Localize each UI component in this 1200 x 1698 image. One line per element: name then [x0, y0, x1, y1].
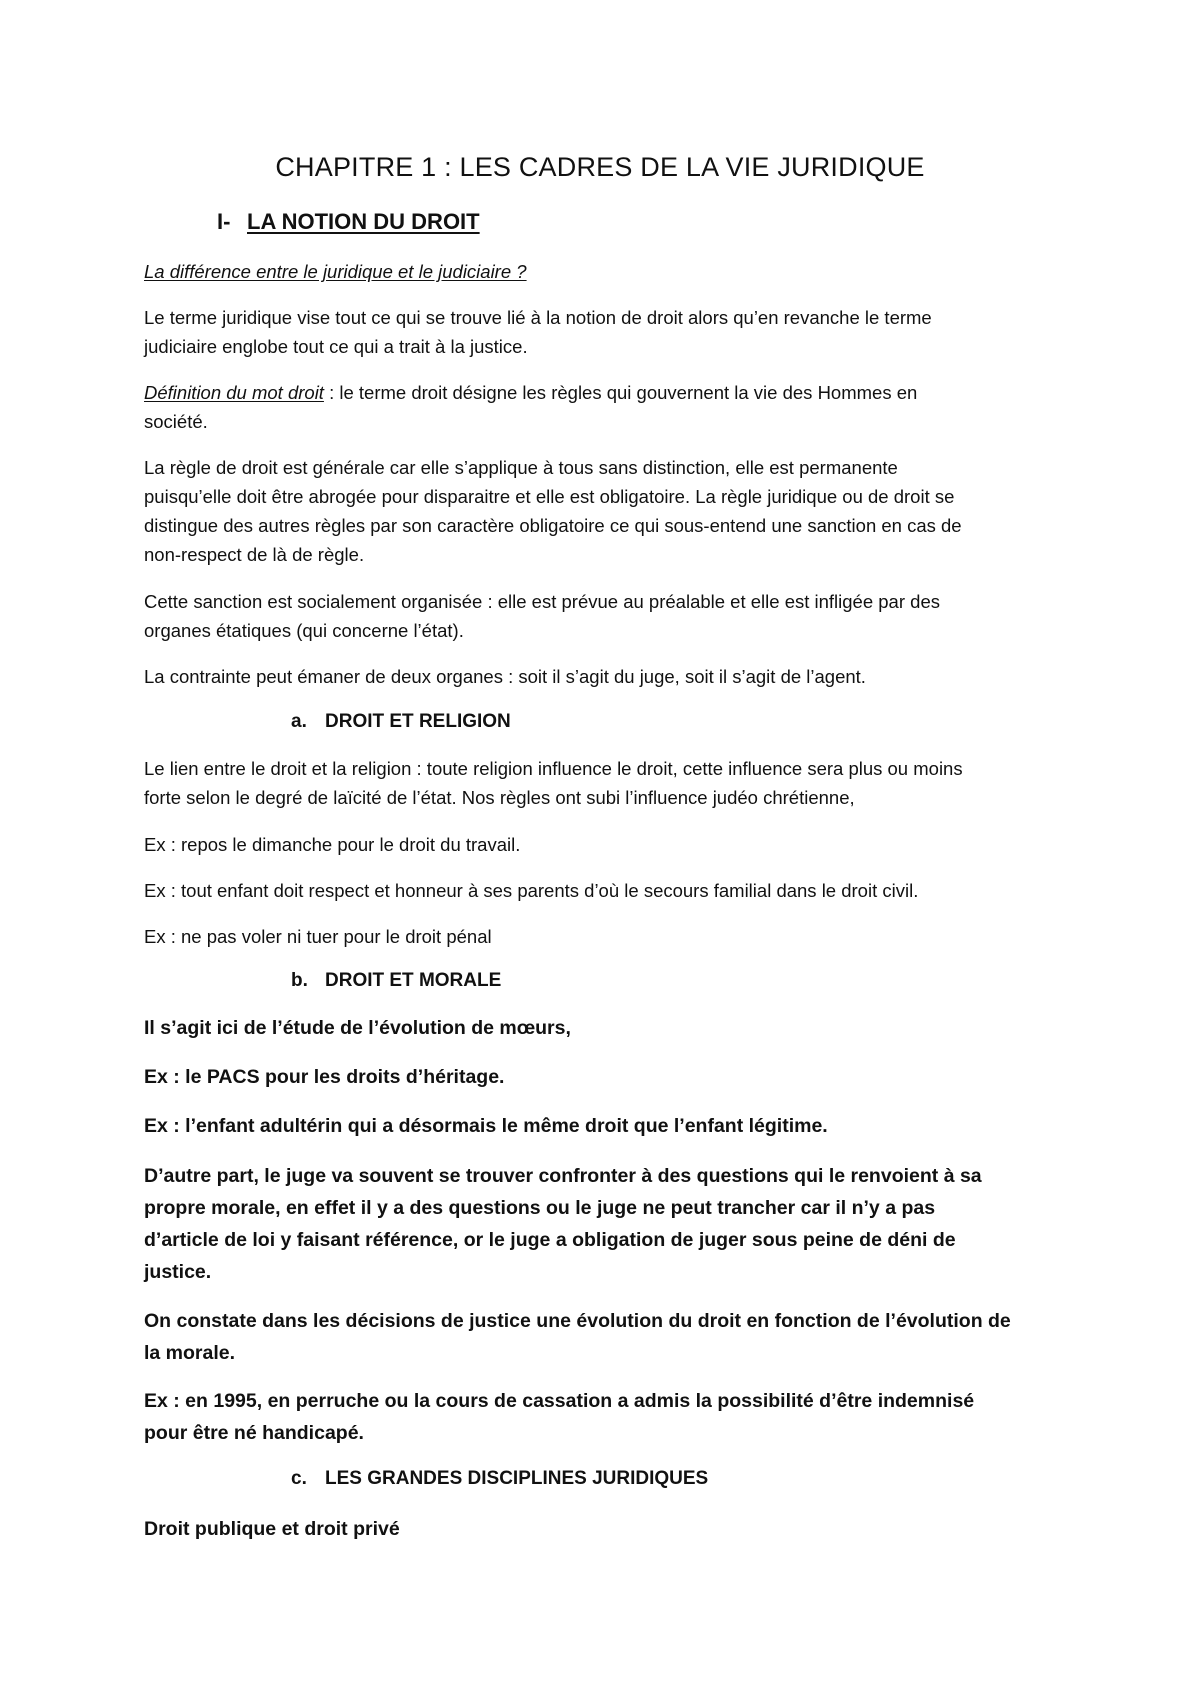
section-heading [217, 208, 480, 236]
paragraph-line: D’autre part, le juge va souvent se trouver confronter à des questions qui le renvoient à sa [144, 1165, 982, 1187]
subsection-heading-a [291, 709, 511, 735]
example-text: Ex : le PACS pour les droits d’héritage. [144, 1066, 505, 1088]
paragraph-regle-de-droit [144, 453, 1064, 569]
paragraph-line: justice. [144, 1261, 212, 1283]
paragraph-juge-morale [144, 1160, 1064, 1288]
subsection-label: DROIT ET RELIGION [325, 711, 511, 732]
example-text: pour être né handicapé. [144, 1422, 364, 1444]
paragraph-sanction [144, 587, 1064, 645]
paragraph-line: Le terme juridique vise tout ce qui se trouve lié à la notion de droit alors qu’en revanche le terme [144, 307, 932, 328]
paragraph-line: Cette sanction est socialement organisée : elle est prévue au préalable et elle est infligée par des [144, 591, 940, 612]
paragraph-line: Il s’agit ici de l’étude de l’évolution de mœurs, [144, 1017, 571, 1039]
question-text: La différence entre le juridique et le judiciaire ? [144, 261, 527, 282]
paragraph-evolution [144, 1305, 1064, 1369]
section-number: I- [217, 209, 231, 234]
paragraph-line: Le lien entre le droit et la religion : toute religion influence le droit, cette influence sera plus ou moins [144, 758, 963, 779]
example-text: Ex : tout enfant doit respect et honneur à ses parents d’où le secours familial dans le droit civil. [144, 880, 919, 901]
paragraph-definition [144, 378, 1064, 436]
paragraph-line: On constate dans les décisions de justice une évolution du droit en fonction de l’évolution de [144, 1310, 1011, 1332]
paragraph-line: forte selon le degré de laïcité de l’état. Nos règles ont subi l’influence judéo chrétienne, [144, 787, 855, 808]
paragraph-line: distingue des autres règles par son caractère obligatoire ce qui sous-entend une sanction en cas de [144, 515, 962, 536]
paragraph-line: : le terme droit désigne les règles qui gouvernent la vie des Hommes en [323, 382, 918, 403]
example-line [144, 1110, 1064, 1142]
subsection-letter: b. [291, 970, 308, 991]
subsection-letter: a. [291, 711, 307, 732]
paragraph-line: non-respect de là de règle. [144, 544, 365, 565]
paragraph-line: propre morale, en effet il y a des questions ou le juge ne peut trancher car il n’y a pas [144, 1197, 936, 1219]
paragraph-moeurs [144, 1012, 1064, 1044]
example-text: Ex : repos le dimanche pour le droit du travail. [144, 834, 521, 855]
definition-label: Définition du mot droit [144, 382, 324, 403]
example-line [144, 830, 1064, 859]
paragraph-line: d’article de loi y faisant référence, or le juge a obligation de juger sous peine de déni de [144, 1229, 956, 1251]
example-text: Ex : en 1995, en perruche ou la cours de cassation a admis la possibilité d’être indemnisé [144, 1390, 975, 1412]
paragraph-line: la morale. [144, 1342, 236, 1364]
paragraph-contrainte [144, 662, 1064, 691]
subsection-letter: c. [291, 1468, 307, 1489]
paragraph-line: puisqu’elle doit être abrogée pour disparaitre et elle est obligatoire. La règle juridique ou de droit se [144, 486, 955, 507]
example-line [144, 876, 1064, 905]
example-text: Ex : l’enfant adultérin qui a désormais le même droit que l’enfant légitime. [144, 1115, 828, 1137]
paragraph-religion [144, 754, 1064, 812]
subsection-heading-b [291, 968, 501, 994]
section-heading-label: LA NOTION DU DROIT [247, 209, 480, 234]
question-line [144, 257, 1064, 286]
chapter-title: CHAPITRE 1 : LES CADRES DE LA VIE JURIDIQUE [275, 152, 925, 182]
subsection-label: DROIT ET MORALE [325, 970, 502, 991]
example-line [144, 922, 1064, 951]
paragraph-line: La règle de droit est générale car elle s’applique à tous sans distinction, elle est permanente [144, 457, 898, 478]
subsection-label: LES GRANDES DISCIPLINES JURIDIQUES [325, 1468, 709, 1489]
paragraph-juridique [144, 303, 1064, 361]
example-text: Ex : ne pas voler ni tuer pour le droit pénal [144, 926, 492, 947]
example-perruche [144, 1385, 1064, 1449]
paragraph-line: judiciaire englobe tout ce qui a trait à la justice. [144, 336, 528, 357]
subsection-heading-c [291, 1466, 708, 1492]
paragraph-line: La contrainte peut émaner de deux organes : soit il s’agit du juge, soit il s’agit de l’agent. [144, 666, 866, 687]
example-line [144, 1061, 1064, 1093]
paragraph-line: organes étatiques (qui concerne l’état). [144, 620, 464, 641]
paragraph-line: société. [144, 411, 208, 432]
paragraph-disciplines [144, 1513, 1064, 1545]
paragraph-line: Droit publique et droit privé [144, 1518, 400, 1540]
